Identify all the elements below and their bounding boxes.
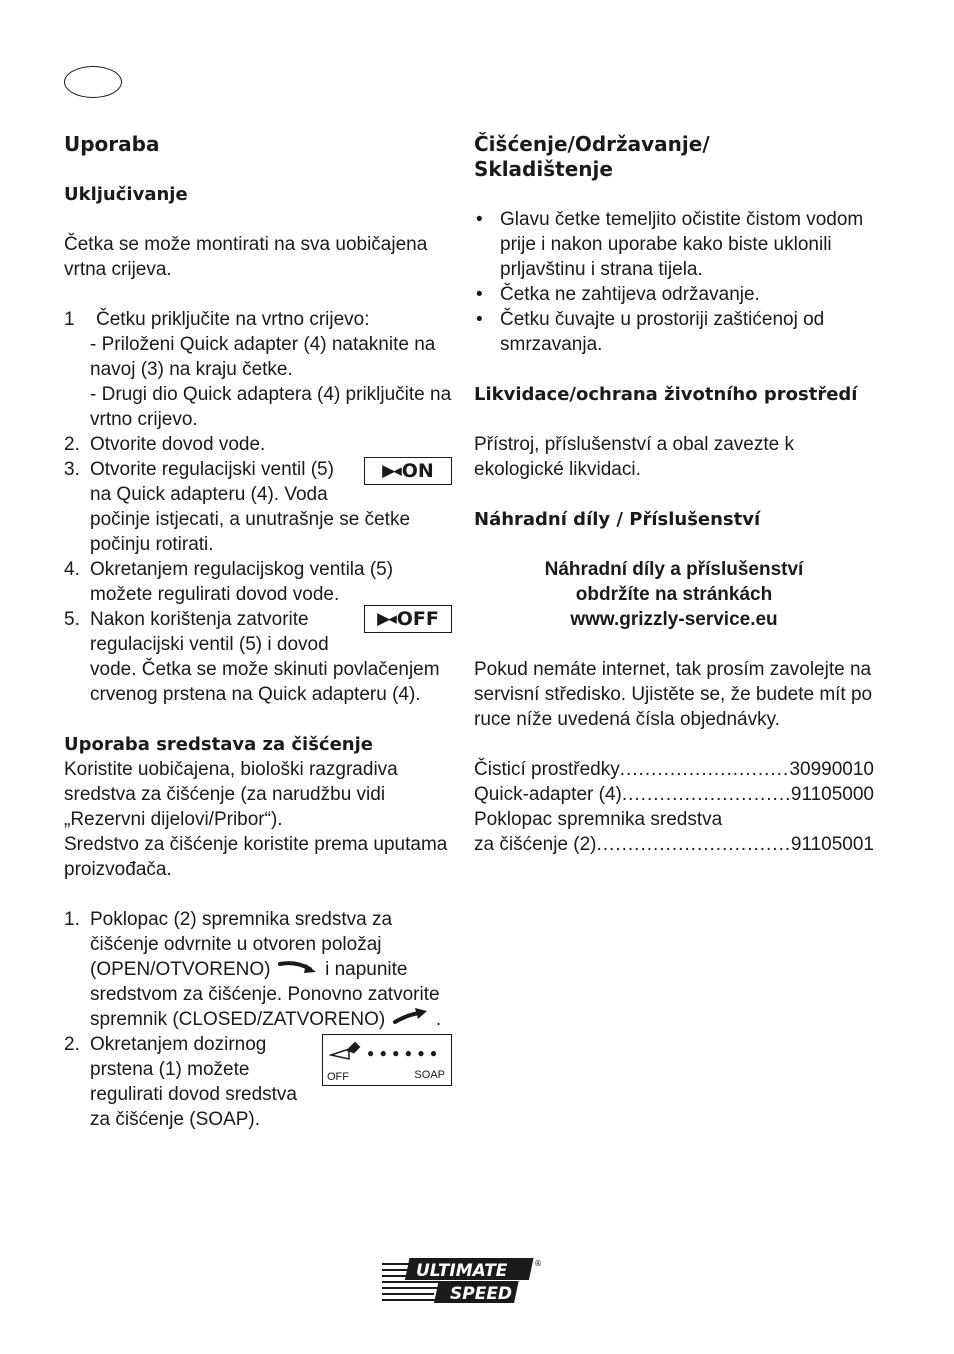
list-item: • Četka ne zahtijeva održavanje. <box>474 282 874 307</box>
open-arrow-icon <box>276 959 320 980</box>
parts-row <box>474 782 874 807</box>
part-label: Čisticí prostředky <box>474 759 620 780</box>
list-item <box>64 432 452 457</box>
part-label-line: Poklopac spremnika sredstva <box>474 809 723 830</box>
list-text: Poklopac (2) spremnika sredstva za čišćenje odvrnite u otvoren položaj (OPEN/OTVORENO) <box>90 909 393 980</box>
list-text: Otvorite regulacijski ventil (5) na Quick adapteru (4). Voda počinje istjecati, a unutrašnje se četke počinju rotirati. <box>90 459 411 555</box>
list-number: 5. <box>64 609 80 630</box>
part-code: 91105001 <box>790 834 874 855</box>
logo-text: SPEED <box>450 1284 513 1304</box>
list-text: Nakon korištenja zatvorite regulacijski ventil (5) i dovod vode. Četka se može skinuti povlačenjem crvenog prstena na Quick adapteru (4). <box>90 609 440 705</box>
part-code: 91105000 <box>790 784 874 805</box>
list-number: 2. <box>64 1034 80 1055</box>
list-item <box>64 607 452 707</box>
valve-on-label: ON <box>401 459 434 482</box>
list-text: i napunite sredstvom za čišćenje. Ponovno zatvorite spremnik (CLOSED/ZATVORENO) <box>90 959 440 1030</box>
list-item <box>64 457 452 557</box>
list-text: Okretanjem dozirnog prstena (1) možete regulirati dovod sredstva za čišćenje (SOAP). <box>90 1034 297 1130</box>
parts-row <box>474 832 874 857</box>
section-heading-usage: Uporaba <box>64 132 160 156</box>
valve-on-icon: ▶◂ ON <box>364 457 452 485</box>
right-column <box>474 132 874 857</box>
list-text: Okretanjem regulacijskog ventila (5) možete regulirati dovod vode. <box>90 559 394 605</box>
list-number: 3. <box>64 459 80 480</box>
valve-off-label: OFF <box>396 607 439 630</box>
subheading-cleaning-agent: Uporaba sredstava za čišćenje <box>64 734 373 755</box>
list-item <box>64 307 452 332</box>
subheading-switching-on: Uključivanje <box>64 184 188 205</box>
list-item <box>64 557 452 607</box>
list-text: Četku priključite na vrtno crijevo: <box>96 309 370 330</box>
cleaning-text: Koristite uobičajena, biološki razgradiva sredstva za čišćenje (za narudžbu vidi „Rezervni dijelovi/Pribor“). <box>64 759 398 830</box>
valve-off-icon: ▶◂ OFF <box>364 605 452 633</box>
cleaning-text: Sredstvo za čišćenje koristite prema uputama proizvođača. <box>64 834 448 880</box>
list-item <box>64 907 452 1032</box>
close-arrow-icon <box>391 1009 431 1030</box>
logo-text: ULTIMATE <box>416 1261 508 1281</box>
part-label: Quick-adapter (4) <box>474 784 622 805</box>
list-item: • Četku čuvajte u prostoriji zaštićenoj od smrzavanja. <box>474 307 874 357</box>
section-heading-disposal: Likvidace/ochrana životního prostředí <box>474 384 858 405</box>
list-number: 1 <box>64 309 75 330</box>
list-subitem: - Priloženi Quick adapter (4) nataknite na navoj (3) na kraju četke. <box>90 334 436 380</box>
service-line: Náhradní díly a příslušenství <box>544 559 804 580</box>
part-code: 30990010 <box>789 759 874 780</box>
dosing-off-label: OFF <box>327 1071 349 1083</box>
section-heading-spare-parts: Náhradní díly / Příslušenství <box>474 509 761 530</box>
registered-mark: ® <box>534 1259 542 1268</box>
service-url: www.grizzly-service.eu <box>570 609 778 630</box>
section-heading-cleaning: Čišćenje/Održavanje/ Skladištenje <box>474 132 710 181</box>
list-number: 1. <box>64 909 80 930</box>
list-number: 4. <box>64 559 80 580</box>
intro-text: Četka se može montirati na sva uobičajena vrtna crijeva. <box>64 234 428 280</box>
dosing-dots-icon: ● ● ● ● ● ● <box>367 1046 439 1060</box>
list-subitem: - Drugi dio Quick adaptera (4) priključite na vrtno crijevo. <box>90 384 452 430</box>
disposal-text: Přístroj, příslušenství a obal zavezte k ekologické likvidaci. <box>474 434 794 480</box>
service-text: Pokud nemáte internet, tak prosím zavolejte na servisní středisko. Ujistěte se, že budete mít po ruce níže uvedená čísla objednávky. <box>474 659 873 730</box>
list-item: • Glavu četke temeljito očistite čistom vodom prije i nakon uporabe kako biste uklonili prljavštinu i strana tijela. <box>474 207 874 282</box>
dosing-ring-icon <box>322 1034 452 1086</box>
brand-logo <box>380 1256 542 1306</box>
parts-row <box>474 757 874 782</box>
service-line: obdržíte na stránkách <box>575 584 773 605</box>
left-column <box>64 132 452 1132</box>
dosing-soap-label: SOAP <box>414 1069 445 1081</box>
list-text: Otvorite dovod vode. <box>90 434 266 455</box>
list-text: . <box>435 1009 442 1030</box>
list-item <box>64 1032 452 1132</box>
language-badge <box>64 66 122 98</box>
part-label: za čišćenje (2) <box>474 834 597 855</box>
list-number: 2. <box>64 434 80 455</box>
